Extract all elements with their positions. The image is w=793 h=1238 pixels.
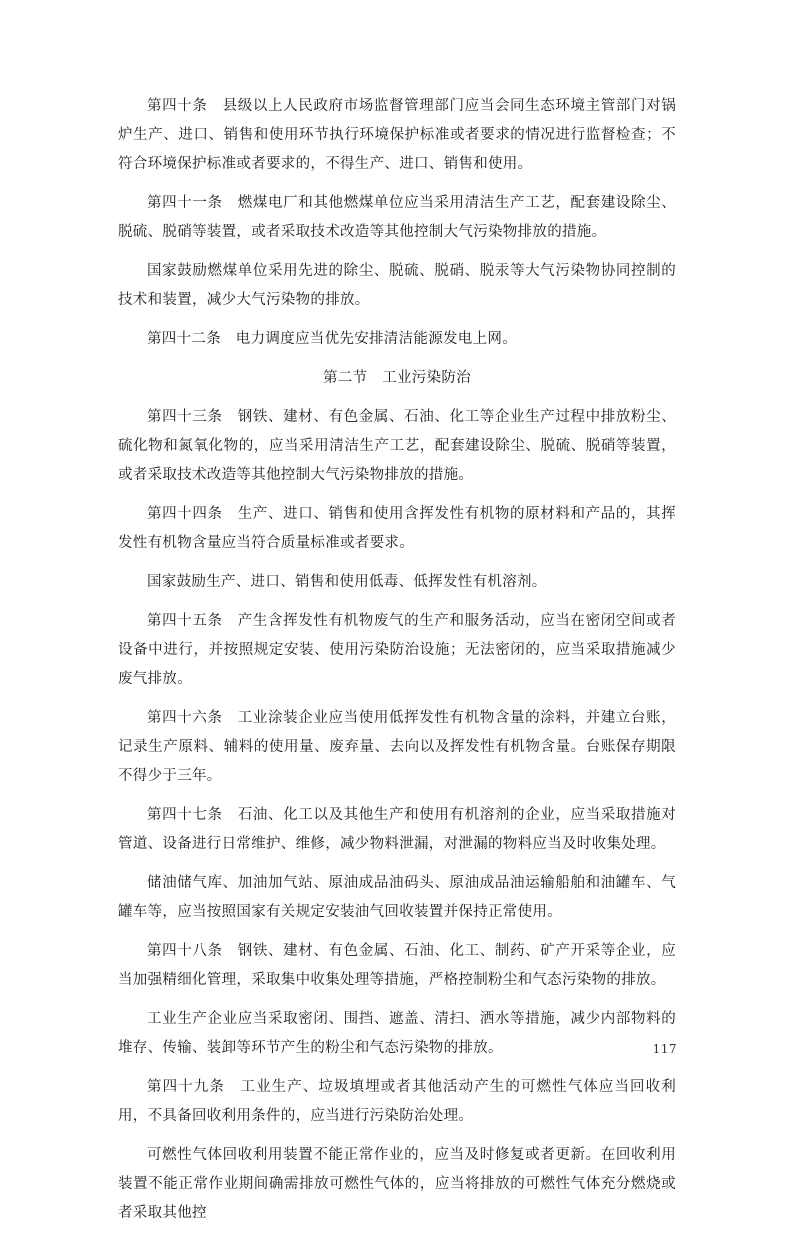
article-41-clause-2: 国家鼓励燃煤单位采用先进的除尘、脱硫、脱硝、脱汞等大气污染物协同控制的技术和装置，减少大气污染物的排放。 bbox=[118, 263, 676, 308]
article-45: 第四十五条 产生含挥发性有机物废气的生产和服务活动，应当在密闭空间或者设备中进行，并按照规定安装、使用污染防治设施；无法密闭的，应当采取措施减少废气排放。 bbox=[118, 613, 676, 687]
article-48: 第四十八条 钢铁、建材、有色金属、石油、化工、制药、矿产开采等企业，应当加强精细化管理，采取集中收集处理等措施，严格控制粉尘和气态污染物的排放。 bbox=[118, 943, 676, 988]
article-47-clause-2: 储油储气库、加油加气站、原油成品油码头、原油成品油运输船舶和油罐车、气罐车等，应当按照国家有关规定安装油气回收装置并保持正常使用。 bbox=[118, 875, 676, 920]
article-42: 第四十二条 电力调度应当优先安排清洁能源发电上网。 bbox=[147, 331, 517, 347]
article-46: 第四十六条 工业涂装企业应当使用低挥发性有机物含量的涂料，并建立台账，记录生产原料、辅料的使用量、废弃量、去向以及挥发性有机物含量。台账保存期限不得少于三年。 bbox=[118, 710, 676, 784]
article-41: 第四十一条 燃煤电厂和其他燃煤单位应当采用清洁生产工艺，配套建设除尘、脱硫、脱硝等装置，或者采取技术改造等其他控制大气污染物排放的措施。 bbox=[118, 195, 676, 240]
article-44: 第四十四条 生产、进口、销售和使用含挥发性有机物的原材料和产品的，其挥发性有机物含量应当符合质量标准或者要求。 bbox=[118, 506, 676, 551]
article-49: 第四十九条 工业生产、垃圾填埋或者其他活动产生的可燃性气体应当回收利用，不具备回收利用条件的，应当进行污染防治处理。 bbox=[118, 1079, 676, 1124]
article-47: 第四十七条 石油、化工以及其他生产和使用有机溶剂的企业，应当采取措施对管道、设备进行日常维护、维修，减少物料泄漏，对泄漏的物料应当及时收集处理。 bbox=[118, 807, 676, 852]
page-content bbox=[118, 92, 676, 1238]
section-title: 第二节 工业污染防治 bbox=[323, 370, 471, 386]
article-43: 第四十三条 钢铁、建材、有色金属、石油、化工等企业生产过程中排放粉尘、硫化物和氮氧化物的，应当采用清洁生产工艺，配套建设除尘、脱硫、脱硝等装置，或者采取技术改造等其他控制大气污染物排放的措施。 bbox=[118, 409, 676, 483]
article-48-clause-2: 工业生产企业应当采取密闭、围挡、遮盖、清扫、洒水等措施，减少内部物料的堆存、传输、装卸等环节产生的粉尘和气态污染物的排放。 bbox=[118, 1011, 676, 1056]
article-40: 第四十条 县级以上人民政府市场监督管理部门应当会同生态环境主管部门对锅炉生产、进口、销售和使用环节执行环境保护标准或者要求的情况进行监督检查；不符合环境保护标准或者要求的，不得生产、进口、销售和使用。 bbox=[118, 98, 676, 172]
article-44-clause-2: 国家鼓励生产、进口、销售和使用低毒、低挥发性有机溶剂。 bbox=[147, 574, 547, 590]
page-number: 117 bbox=[652, 1042, 677, 1056]
article-49-clause-2: 可燃性气体回收利用装置不能正常作业的，应当及时修复或者更新。在回收利用装置不能正常作业期间确需排放可燃性气体的，应当将排放的可燃性气体充分燃烧或者采取其他控 bbox=[118, 1147, 676, 1221]
